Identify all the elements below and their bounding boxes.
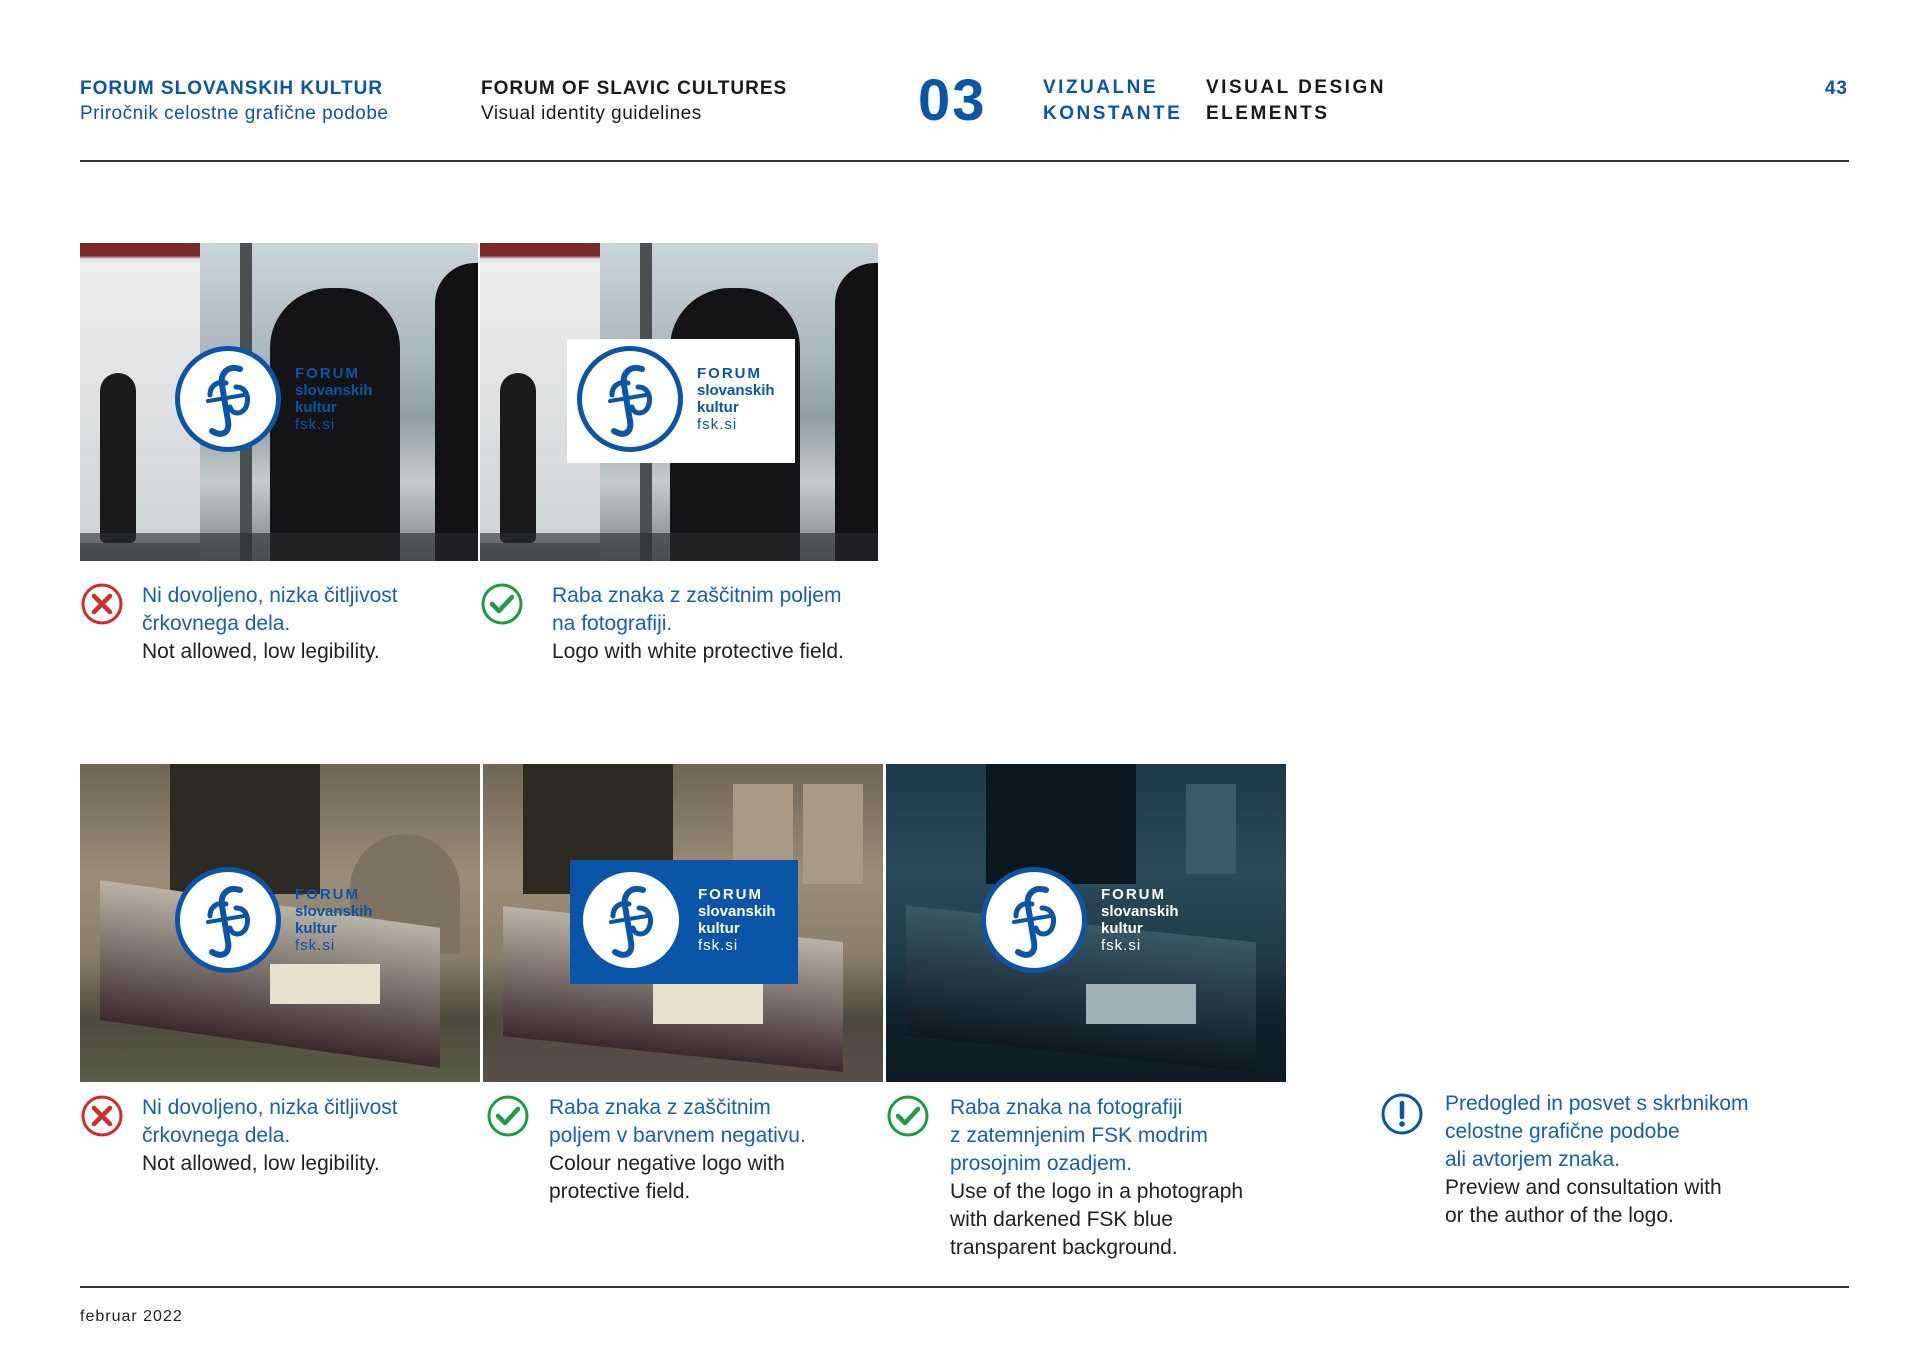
logo-kultur: kultur bbox=[295, 399, 337, 416]
header-divider bbox=[80, 160, 1849, 162]
photo-relief bbox=[1186, 784, 1236, 874]
logo-slovanskih: slovanskih bbox=[698, 903, 776, 920]
section-title-sl-2: KONSTANTE bbox=[1043, 103, 1183, 124]
header-org-sl: FORUM SLOVANSKIH KULTUR bbox=[80, 78, 384, 99]
caption-sl: Raba znaka na fotografiji bbox=[950, 1096, 1183, 1119]
check-circle-icon bbox=[886, 1094, 930, 1138]
caption-sl: črkovnega dela. bbox=[142, 1124, 291, 1147]
caption-en: transparent background. bbox=[950, 1236, 1178, 1259]
logo-slovanskih: slovanskih bbox=[295, 382, 373, 399]
fsk-monogram-icon bbox=[578, 867, 684, 973]
photo-door bbox=[986, 764, 1136, 884]
caption-en: Not allowed, low legibility. bbox=[142, 1152, 380, 1175]
page-number: 43 bbox=[1824, 78, 1848, 99]
logo-row2-2 bbox=[578, 867, 776, 973]
caption-en: with darkened FSK blue bbox=[950, 1208, 1173, 1231]
logo-url: fsk.si bbox=[295, 937, 336, 954]
photo-person-silhouette bbox=[500, 373, 536, 543]
photo-floor bbox=[80, 533, 478, 561]
note-sl: ali avtorjem znaka. bbox=[1445, 1148, 1621, 1171]
logo-kultur: kultur bbox=[295, 920, 337, 937]
caption-en: protective field. bbox=[549, 1180, 691, 1203]
logo-row1-2 bbox=[577, 346, 775, 452]
note-en: Preview and consultation with bbox=[1445, 1176, 1722, 1199]
section-title-en-1: VISUAL DESIGN bbox=[1206, 77, 1386, 98]
logo-url: fsk.si bbox=[698, 937, 739, 954]
logo-forum: FORUM bbox=[1101, 886, 1166, 903]
caption-en: Logo with white protective field. bbox=[552, 640, 844, 663]
logo-kultur: kultur bbox=[698, 920, 740, 937]
cross-circle-icon bbox=[80, 1094, 124, 1138]
caption-sl: črkovnega dela. bbox=[142, 612, 291, 635]
note-sl: celostne grafične podobe bbox=[1445, 1120, 1680, 1143]
logo-row1-1 bbox=[175, 346, 373, 452]
caption-sl: prosojnim ozadjem. bbox=[950, 1152, 1133, 1175]
photo-book bbox=[653, 984, 763, 1024]
header-org-en: FORUM OF SLAVIC CULTURES bbox=[481, 78, 788, 99]
photo-book bbox=[1086, 984, 1196, 1024]
caption-row1-2 bbox=[552, 582, 844, 666]
caption-sl: z zatemnjenim FSK modrim bbox=[950, 1124, 1208, 1147]
fsk-monogram-icon bbox=[175, 867, 281, 973]
footer-date: februar 2022 bbox=[80, 1308, 183, 1325]
photo-statue-edge bbox=[435, 263, 478, 561]
logo-url: fsk.si bbox=[295, 416, 336, 433]
logo-kultur: kultur bbox=[1101, 920, 1143, 937]
logo-forum: FORUM bbox=[698, 886, 763, 903]
caption-sl: Raba znaka z zaščitnim bbox=[549, 1096, 771, 1119]
caption-row1-1 bbox=[142, 582, 398, 666]
check-circle-icon bbox=[480, 582, 524, 626]
fsk-monogram-icon bbox=[175, 346, 281, 452]
caption-en: Colour negative logo with bbox=[549, 1152, 785, 1175]
section-title-sl-1: VIZUALNE bbox=[1043, 77, 1158, 98]
caption-sl: poljem v barvnem negativu. bbox=[549, 1124, 806, 1147]
caption-sl: Ni dovoljeno, nizka čitljivost bbox=[142, 584, 398, 607]
logo-row2-3 bbox=[981, 867, 1179, 973]
check-circle-icon bbox=[486, 1094, 530, 1138]
exclamation-circle-icon bbox=[1380, 1092, 1424, 1136]
caption-en: Use of the logo in a photograph bbox=[950, 1180, 1244, 1203]
caption-sl: Raba znaka z zaščitnim poljem bbox=[552, 584, 842, 607]
header-guide-en: Visual identity guidelines bbox=[481, 103, 702, 124]
caption-sl: na fotografiji. bbox=[552, 612, 673, 635]
logo-forum: FORUM bbox=[697, 365, 762, 382]
logo-slovanskih: slovanskih bbox=[1101, 903, 1179, 920]
logo-forum: FORUM bbox=[295, 365, 360, 382]
cross-circle-icon bbox=[80, 582, 124, 626]
fsk-monogram-icon bbox=[577, 346, 683, 452]
fsk-monogram-icon bbox=[981, 867, 1087, 973]
section-number: 03 bbox=[918, 68, 987, 133]
logo-url: fsk.si bbox=[1101, 937, 1142, 954]
caption-row2-3 bbox=[950, 1094, 1243, 1262]
header-guide-sl: Priročnik celostne grafične podobe bbox=[80, 103, 389, 124]
logo-kultur: kultur bbox=[697, 399, 739, 416]
note-en: or the author of the logo. bbox=[1445, 1204, 1674, 1227]
photo-person-silhouette bbox=[100, 373, 136, 543]
section-title-en-2: ELEMENTS bbox=[1206, 103, 1330, 124]
logo-slovanskih: slovanskih bbox=[697, 382, 775, 399]
caption-en: Not allowed, low legibility. bbox=[142, 640, 380, 663]
logo-url: fsk.si bbox=[697, 416, 738, 433]
note-consultation bbox=[1445, 1090, 1749, 1230]
photo-statue-edge bbox=[835, 263, 878, 561]
photo-floor bbox=[480, 533, 878, 561]
note-sl: Predogled in posvet s skrbnikom bbox=[1445, 1092, 1749, 1115]
photo-relief bbox=[803, 784, 863, 884]
caption-row2-2 bbox=[549, 1094, 806, 1206]
logo-slovanskih: slovanskih bbox=[295, 903, 373, 920]
logo-forum: FORUM bbox=[295, 886, 360, 903]
caption-row2-1 bbox=[142, 1094, 398, 1178]
logo-row2-1 bbox=[175, 867, 373, 973]
footer-divider bbox=[80, 1286, 1849, 1288]
caption-sl: Ni dovoljeno, nizka čitljivost bbox=[142, 1096, 398, 1119]
